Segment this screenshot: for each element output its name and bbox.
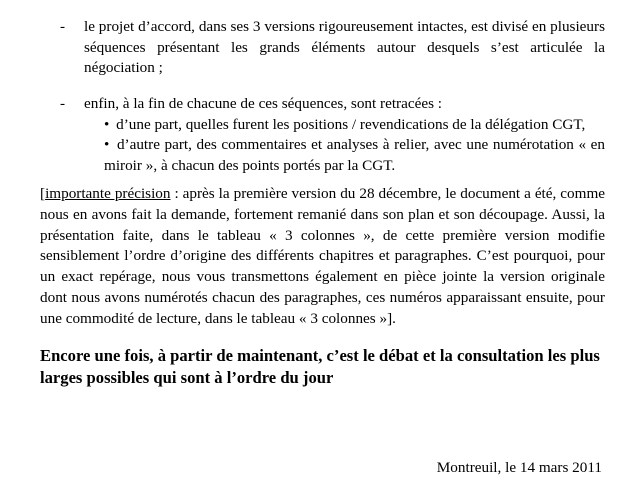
dash-marker: - [60,95,66,112]
dash-marker: - [60,18,66,35]
sub-bullet-item-1 [104,115,605,136]
bullet-dot-icon: • [104,136,110,153]
bullet-text: le projet d’accord, dans ses 3 versions rigoureusement intactes, est divisé en plusieurs séquences présentant les grands éléments autour desquels s’est articulée la négociation ; [84,18,605,76]
precision-text: : après la première version du 28 décembre, le document a été, comme nous en avons fait la demande, fortement remanié dans son plan et son découpage. Aussi, la présentation faite, dans le tableau « 3 colonnes », de cette première version modifie sensiblement l’ordre d’origine des différents chapitres et paragraphes. C’est pourquoi, pour un exact repérage, nous vous transmettons également en pièce jointe la version originale dont nous avons numérotés chacun des paragraphes, ces numéros apparaissant ensuite, pour une commodité de lecture, dans le tableau « 3 colonnes »]. [40,185,605,327]
precision-paragraph [40,184,605,330]
precision-label: importante précision [45,185,171,202]
bold-statement: Encore une fois, à partir de maintenant, c’est le débat et la consultation les plus larges possibles qui sont à l’ordre du jour [40,346,600,387]
bullet-item-2 [60,94,605,176]
bullet-item-1 [60,17,605,79]
sub-bullet-text: d’autre part, des commentaires et analyses à relier, avec une numérotation « en miroir », à chacun des points portés par la CGT. [104,136,606,174]
bullet-dot-icon: • [104,115,110,133]
open-bracket: [ [40,185,46,202]
bullet-text: enfin, à la fin de chacune de ces séquences, sont retracées : [84,95,442,112]
signature-line: Montreuil, le 14 mars 2011 [436,459,602,476]
sub-bullet-item-2 [104,135,605,176]
sub-bullet-text: d’une part, quelles furent les positions / revendications de la délégation CGT, [116,115,586,133]
